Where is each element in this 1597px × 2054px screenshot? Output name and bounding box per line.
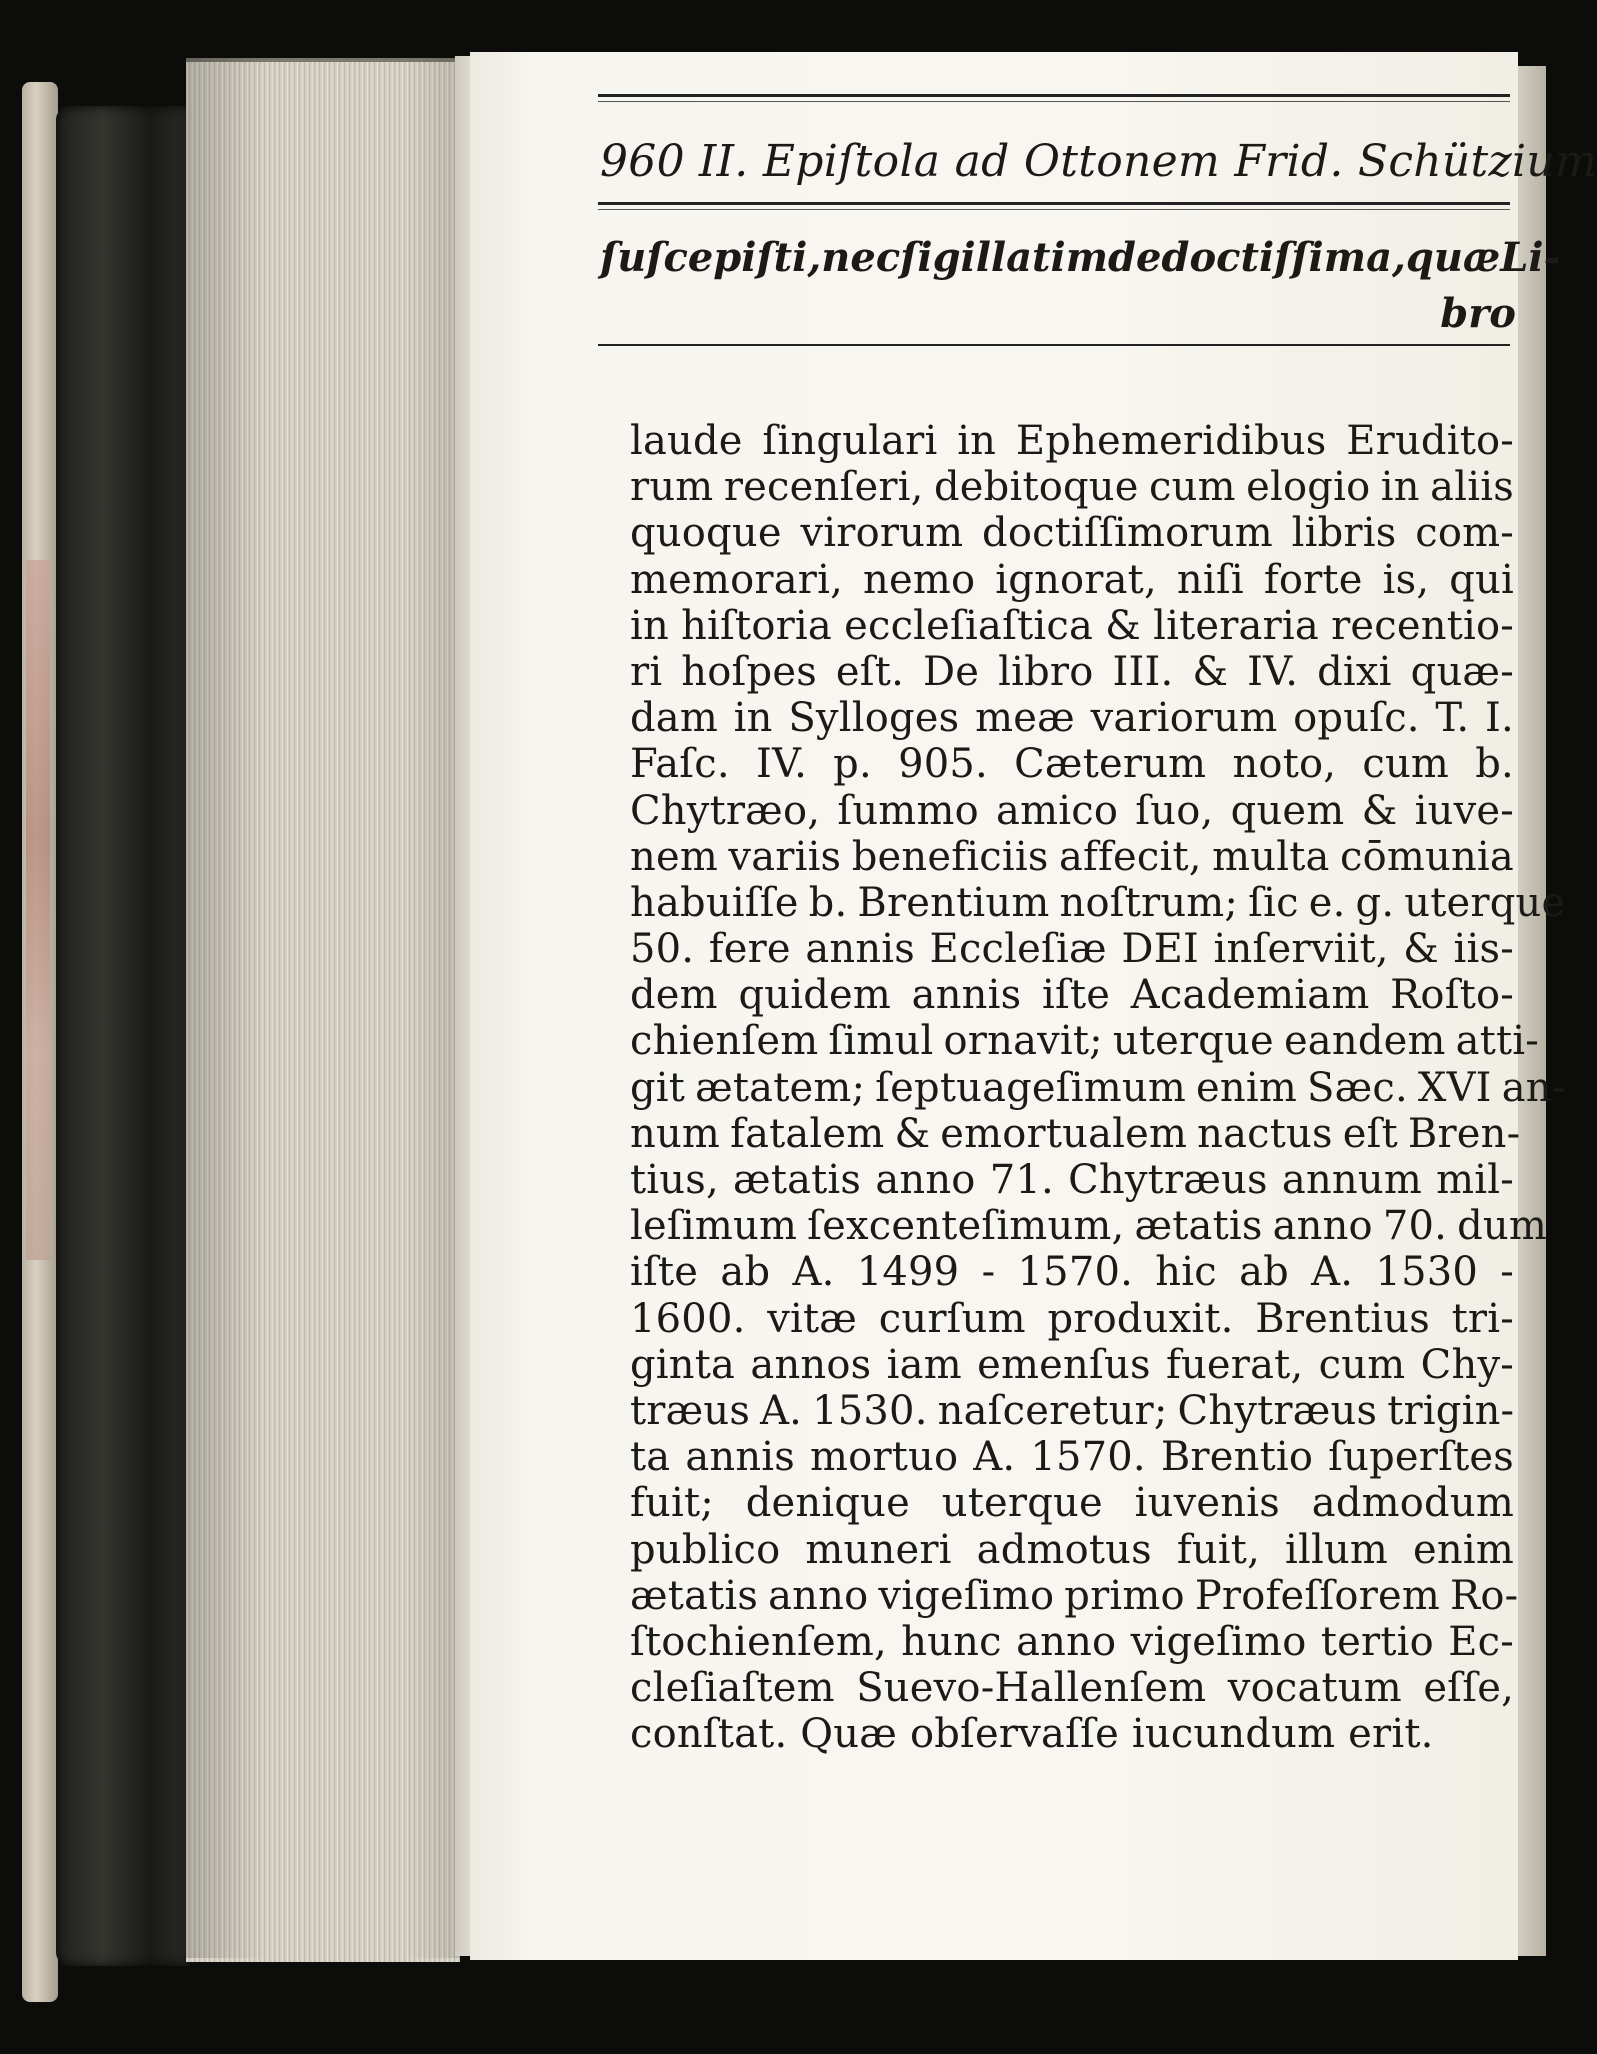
running-title: II. Epiſtola ad Ottonem Frid. Schützium [698,136,1597,187]
page-stack-shadow [186,58,460,1958]
text-line: dam in Sylloges meæ variorum opuſc. T. I. [630,695,1514,742]
page-number: 960 [600,136,685,187]
body-text [630,418,1566,1758]
footnote-rule [598,344,1510,346]
text-line: 50. fere annis Eccleſiæ DEI inſerviit, & iis- [630,926,1514,973]
book-binding [56,106,190,1966]
running-head [600,132,1597,192]
text-line: in hiſtoria eccleſiaſtica & literaria recentio- [630,602,1514,649]
text-line: ta annis mortuo A. 1570. Brentio ſuperſtes [630,1434,1514,1481]
cover-marbling [26,560,50,1260]
header-bottom-rule [598,202,1510,205]
book-page [470,52,1597,1960]
footnote-line: bro [1440,290,1516,337]
text-line: memorari, nemo ignorat, niſi forte is, qui [630,556,1514,603]
text-line: nem variis beneficiis affecit, multa cōmunia [630,833,1514,880]
text-line: iſte ab A. 1499 - 1570. hic ab A. 1530 - [630,1249,1514,1296]
text-line: quoque virorum doctiſſimorum libris com- [630,510,1514,557]
text-line: git ætatem; ſeptuageſimum enim Sæc. XVI an- [630,1064,1566,1111]
text-line: conſtat. Quæ obſervaſſe iucundum erit. [630,1711,1434,1758]
text-line: habuiſſe b. Brentium noſtrum; ſic e. g. uterque [630,879,1566,926]
text-line: ginta annos iam emenſus fuerat, cum Chy- [630,1341,1514,1388]
text-line: ætatis anno vigeſimo primo Profeſſorem Ro- [630,1572,1519,1619]
text-line: num fatalem & emortualem nactus eſt Bren- [630,1110,1521,1157]
header-top-rule [598,94,1510,97]
text-line: dem quidem annis iſte Academiam Roſto- [630,972,1514,1019]
text-line: rum recenſeri, debitoque cum elogio in aliis [630,464,1514,511]
text-line: fuit; denique uterque iuvenis admodum [630,1480,1514,1527]
text-line: ri hoſpes eſt. De libro III. & IV. dixi quæ- [630,648,1514,695]
text-line: cleſiaſtem Suevo-Hallenſem vocatum eſſe, [630,1665,1514,1712]
text-line: ſtochienſem, hunc anno vigeſimo tertio Ec- [630,1618,1514,1665]
text-line: chienſem ſimul ornavit; uterque eandem atti- [630,1018,1539,1065]
text-line: publico muneri admotus fuit, illum enim [630,1526,1514,1573]
text-line: Chytræo, ſummo amico ſuo, quem & iuve- [630,787,1514,834]
footnote-block [600,230,1561,342]
footnote-line: ſuſcepiſti, nec ſigillatim de doctiſſima, quæ Li- [600,234,1561,281]
text-line: Faſc. IV. p. 905. Cæterum noto, cum b. [630,741,1514,788]
text-line: 1600. vitæ curſum produxit. Brentius tri- [630,1295,1514,1342]
text-line: træus A. 1530. naſceretur; Chytræus trigin- [630,1387,1515,1434]
text-line: leſimum ſexcenteſimum, ætatis anno 70. dum [630,1203,1547,1250]
text-line: laude ſingulari in Ephemeridibus Erudito- [630,418,1514,464]
text-line: tius, ætatis anno 71. Chytræus annum mil- [630,1157,1514,1203]
